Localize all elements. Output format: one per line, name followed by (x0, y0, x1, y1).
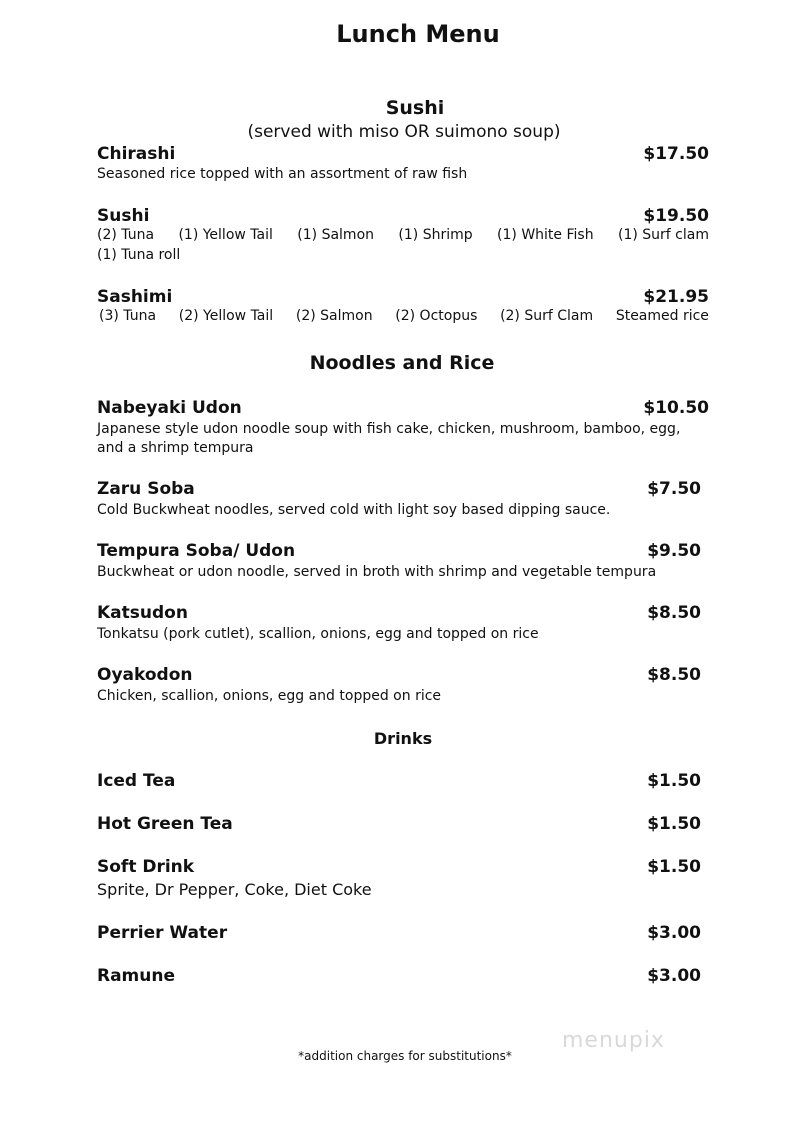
section-subheading-sushi: (served with miso OR suimono soup) (247, 122, 561, 142)
section-heading-noodles: Noodles and Rice (309, 352, 495, 374)
menu-item-description: (1) Tuna roll (97, 247, 181, 263)
menu-item-name: Zaru Soba (97, 479, 195, 499)
piece: (3) Tuna (99, 308, 157, 324)
menu-item-description: Buckwheat or udon noodle, served in broth with shrimp and vegetable tempura (97, 564, 657, 580)
menu-item-price: $19.50 (643, 206, 709, 226)
menu-item-name: Oyakodon (97, 665, 193, 685)
menu-item-name: Soft Drink (97, 857, 195, 877)
section-heading-sushi: Sushi (385, 97, 445, 119)
menu-item-name: Nabeyaki Udon (97, 398, 242, 418)
menu-item-pieces (97, 227, 709, 243)
menu-item-name: Ramune (97, 966, 176, 986)
menu-item-price: $1.50 (647, 771, 701, 791)
section-heading-drinks: Drinks (373, 729, 433, 748)
menu-item-description: and a shrimp tempura (97, 440, 254, 456)
piece: (1) Surf clam (617, 227, 709, 243)
menu-item-name: Hot Green Tea (97, 814, 233, 834)
menu-item-price: $1.50 (647, 814, 701, 834)
piece: (1) Shrimp (398, 227, 473, 243)
page-title: Lunch Menu (336, 20, 500, 48)
watermark-logo: menupix (562, 1028, 665, 1053)
menu-item-name: Perrier Water (97, 923, 228, 943)
menu-item-price: $1.50 (647, 857, 701, 877)
piece: (2) Yellow Tail (178, 308, 274, 324)
menu-item-name: Katsudon (97, 603, 188, 623)
menu-item-description: Tonkatsu (pork cutlet), scallion, onions, egg and topped on rice (97, 626, 539, 642)
menu-item-price: $9.50 (647, 541, 701, 561)
menu-item-name: Chirashi (97, 144, 176, 164)
menu-item-price: $8.50 (647, 665, 701, 685)
menu-item-price: $7.50 (647, 479, 701, 499)
menu-item-price: $3.00 (647, 923, 701, 943)
piece: (2) Salmon (295, 308, 373, 324)
piece: (1) Salmon (297, 227, 375, 243)
menu-item-price: $17.50 (643, 144, 709, 164)
menu-item-name: Sushi (97, 206, 150, 226)
menu-item-price: $21.95 (643, 287, 709, 307)
menu-item-description: Sprite, Dr Pepper, Coke, Diet Coke (97, 880, 372, 899)
piece: (2) Surf Clam (500, 308, 594, 324)
menu-item-price: $3.00 (647, 966, 701, 986)
piece: Steamed rice (615, 308, 709, 324)
piece: (2) Octopus (395, 308, 478, 324)
menu-item-description: Seasoned rice topped with an assortment of raw fish (97, 166, 468, 182)
menu-item-name: Tempura Soba/ Udon (97, 541, 296, 561)
menu-item-price: $8.50 (647, 603, 701, 623)
piece: (1) Yellow Tail (178, 227, 273, 243)
menu-item-description: Chicken, scallion, onions, egg and topped on rice (97, 688, 442, 704)
menu-item-pieces (99, 308, 709, 324)
menu-item-description: Japanese style udon noodle soup with fish cake, chicken, mushroom, bamboo, egg, (97, 421, 681, 437)
piece: (1) White Fish (497, 227, 594, 243)
menu-item-price: $10.50 (643, 398, 709, 418)
piece: (2) Tuna (97, 227, 155, 243)
footnote: *addition charges for substitutions* (298, 1049, 512, 1063)
menu-item-description: Cold Buckwheat noodles, served cold with light soy based dipping sauce. (97, 502, 611, 518)
menu-item-name: Sashimi (97, 287, 173, 307)
menu-item-name: Iced Tea (97, 771, 176, 791)
